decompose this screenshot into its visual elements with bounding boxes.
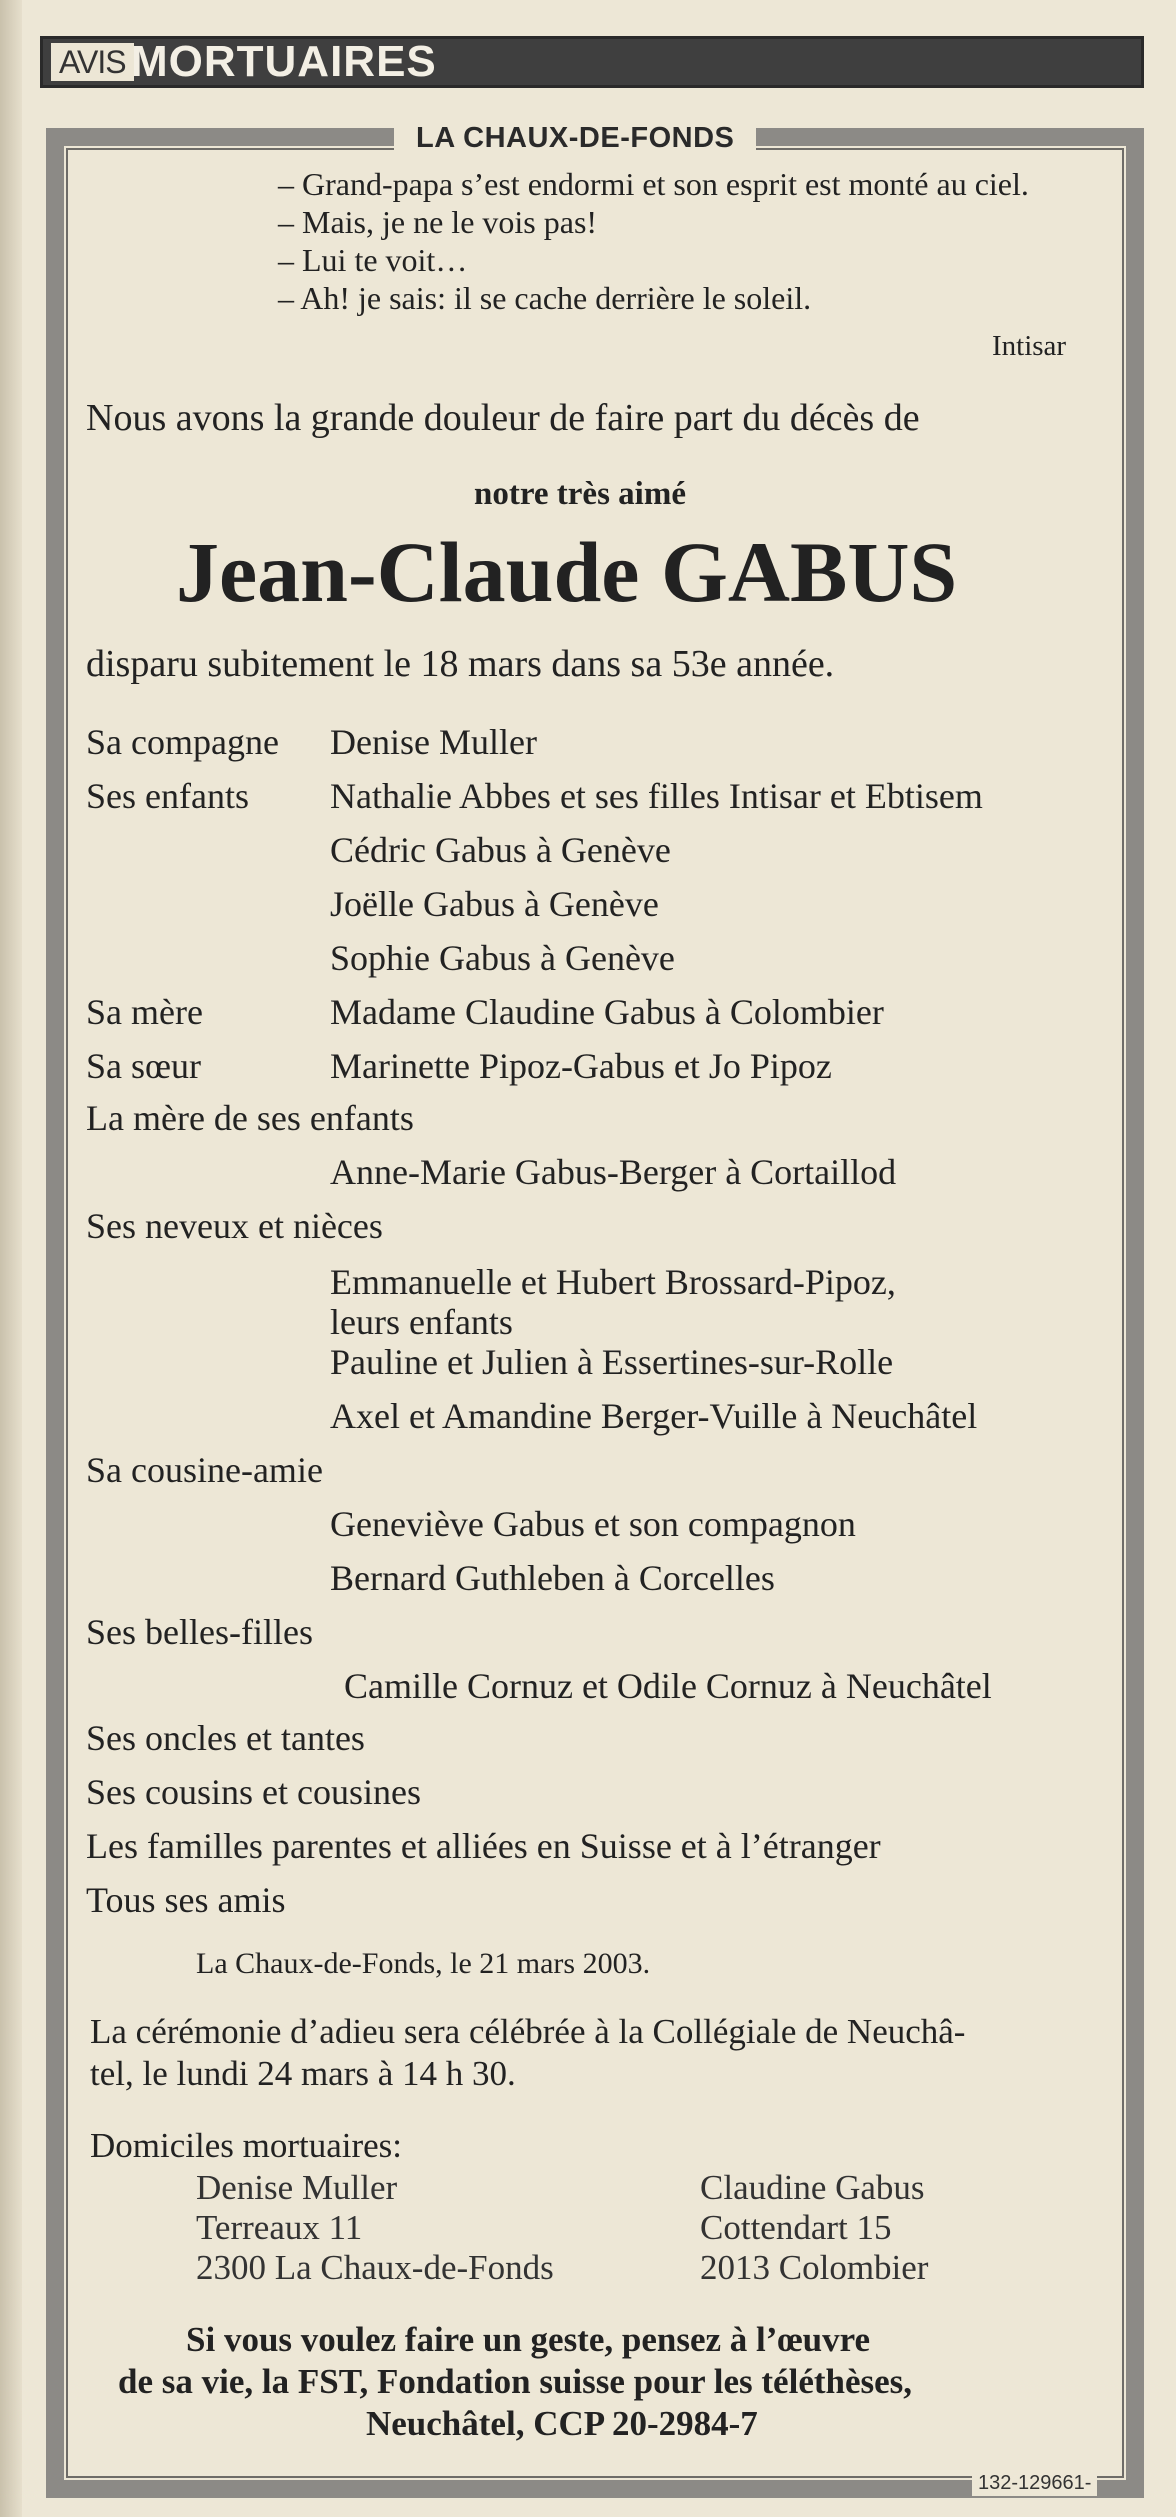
domicile-city: 2300 La Chaux-de-Fonds bbox=[196, 2248, 554, 2287]
deceased-name: Jean-Claude GABUS bbox=[176, 524, 958, 620]
family-label: Sa mère bbox=[86, 992, 203, 1032]
ceremony-line: tel, le lundi 24 mars à 14 h 30. bbox=[90, 2054, 516, 2093]
family-name: Axel et Amandine Berger-Vuille à Neuchâtel bbox=[330, 1396, 978, 1436]
poem-line: – Lui te voit… bbox=[278, 242, 468, 278]
poem-line: – Grand-papa s’est endormi et son esprit est monté au ciel. bbox=[278, 166, 1029, 202]
domicile-city: 2013 Colombier bbox=[700, 2248, 929, 2287]
family-label: Sa sœur bbox=[86, 1046, 201, 1086]
family-name: Joëlle Gabus à Genève bbox=[330, 884, 659, 924]
subtitle: notre très aimé bbox=[474, 476, 686, 512]
family-label: Ses oncles et tantes bbox=[86, 1718, 365, 1758]
family-label: Ses neveux et nièces bbox=[86, 1206, 383, 1246]
poem-line: – Ah! je sais: il se cache derrière le soleil. bbox=[278, 280, 812, 316]
family-name: Emmanuelle et Hubert Brossard-Pipoz, bbox=[330, 1262, 896, 1302]
family-label: Ses enfants bbox=[86, 776, 249, 816]
family-name: Nathalie Abbes et ses filles Intisar et Ebtisem bbox=[330, 776, 983, 816]
domicile-name: Claudine Gabus bbox=[700, 2168, 925, 2207]
closing-line: Neuchâtel, CCP 20-2984-7 bbox=[366, 2404, 758, 2443]
family-name: Anne-Marie Gabus-Berger à Cortaillod bbox=[330, 1152, 897, 1192]
family-label: La mère de ses enfants bbox=[86, 1098, 414, 1138]
family-name: Geneviève Gabus et son compagnon bbox=[330, 1504, 856, 1544]
family-name: Cédric Gabus à Genève bbox=[330, 830, 671, 870]
family-label: Ses belles-filles bbox=[86, 1612, 313, 1652]
family-name: leurs enfants bbox=[330, 1302, 513, 1342]
domiciles-title: Domiciles mortuaires: bbox=[90, 2126, 403, 2165]
closing-line: de sa vie, la FST, Fondation suisse pour les téléthèses, bbox=[118, 2362, 913, 2401]
poem-line: – Mais, je ne le vois pas! bbox=[278, 204, 598, 240]
domicile-street: Cottendart 15 bbox=[700, 2208, 892, 2247]
page-edge bbox=[0, 0, 22, 2517]
ceremony-line: La cérémonie d’adieu sera célébrée à la Collégiale de Neuchâ- bbox=[90, 2012, 966, 2051]
family-name: Pauline et Julien à Essertines-sur-Rolle bbox=[330, 1342, 894, 1382]
family-label: Sa cousine-amie bbox=[86, 1450, 323, 1490]
domicile-name: Denise Muller bbox=[196, 2168, 398, 2207]
section-header bbox=[40, 36, 1144, 88]
closing-line: Si vous voulez faire un geste, pensez à l’œuvre bbox=[186, 2320, 871, 2359]
family-label: Ses cousins et cousines bbox=[86, 1772, 421, 1812]
family-label: Sa compagne bbox=[86, 722, 279, 762]
header-avis-label: AVIS bbox=[51, 43, 134, 81]
death-notice-line: disparu subitement le 18 mars dans sa 53e année. bbox=[86, 643, 835, 685]
place-date: La Chaux-de-Fonds, le 21 mars 2003. bbox=[196, 1947, 651, 1980]
family-name: Bernard Guthleben à Corcelles bbox=[330, 1558, 775, 1598]
family-name: Sophie Gabus à Genève bbox=[330, 938, 675, 978]
family-label: Tous ses amis bbox=[86, 1880, 286, 1920]
family-name: Camille Cornuz et Odile Cornuz à Neuchâtel bbox=[344, 1666, 992, 1706]
reference-number: 132-129661- bbox=[972, 2470, 1097, 2496]
poem-signature: Intisar bbox=[992, 330, 1067, 362]
family-label: Les familles parentes et alliées en Suisse et à l’étranger bbox=[86, 1826, 881, 1866]
location-heading: LA CHAUX-DE-FONDS bbox=[394, 118, 756, 158]
family-name: Madame Claudine Gabus à Colombier bbox=[330, 992, 884, 1032]
domicile-street: Terreaux 11 bbox=[196, 2208, 363, 2247]
intro-text: Nous avons la grande douleur de faire part du décès de bbox=[86, 397, 920, 439]
header-mortuaires-label: MORTUAIRES bbox=[131, 37, 437, 86]
family-name: Denise Muller bbox=[330, 722, 537, 762]
family-name: Marinette Pipoz-Gabus et Jo Pipoz bbox=[330, 1046, 832, 1086]
